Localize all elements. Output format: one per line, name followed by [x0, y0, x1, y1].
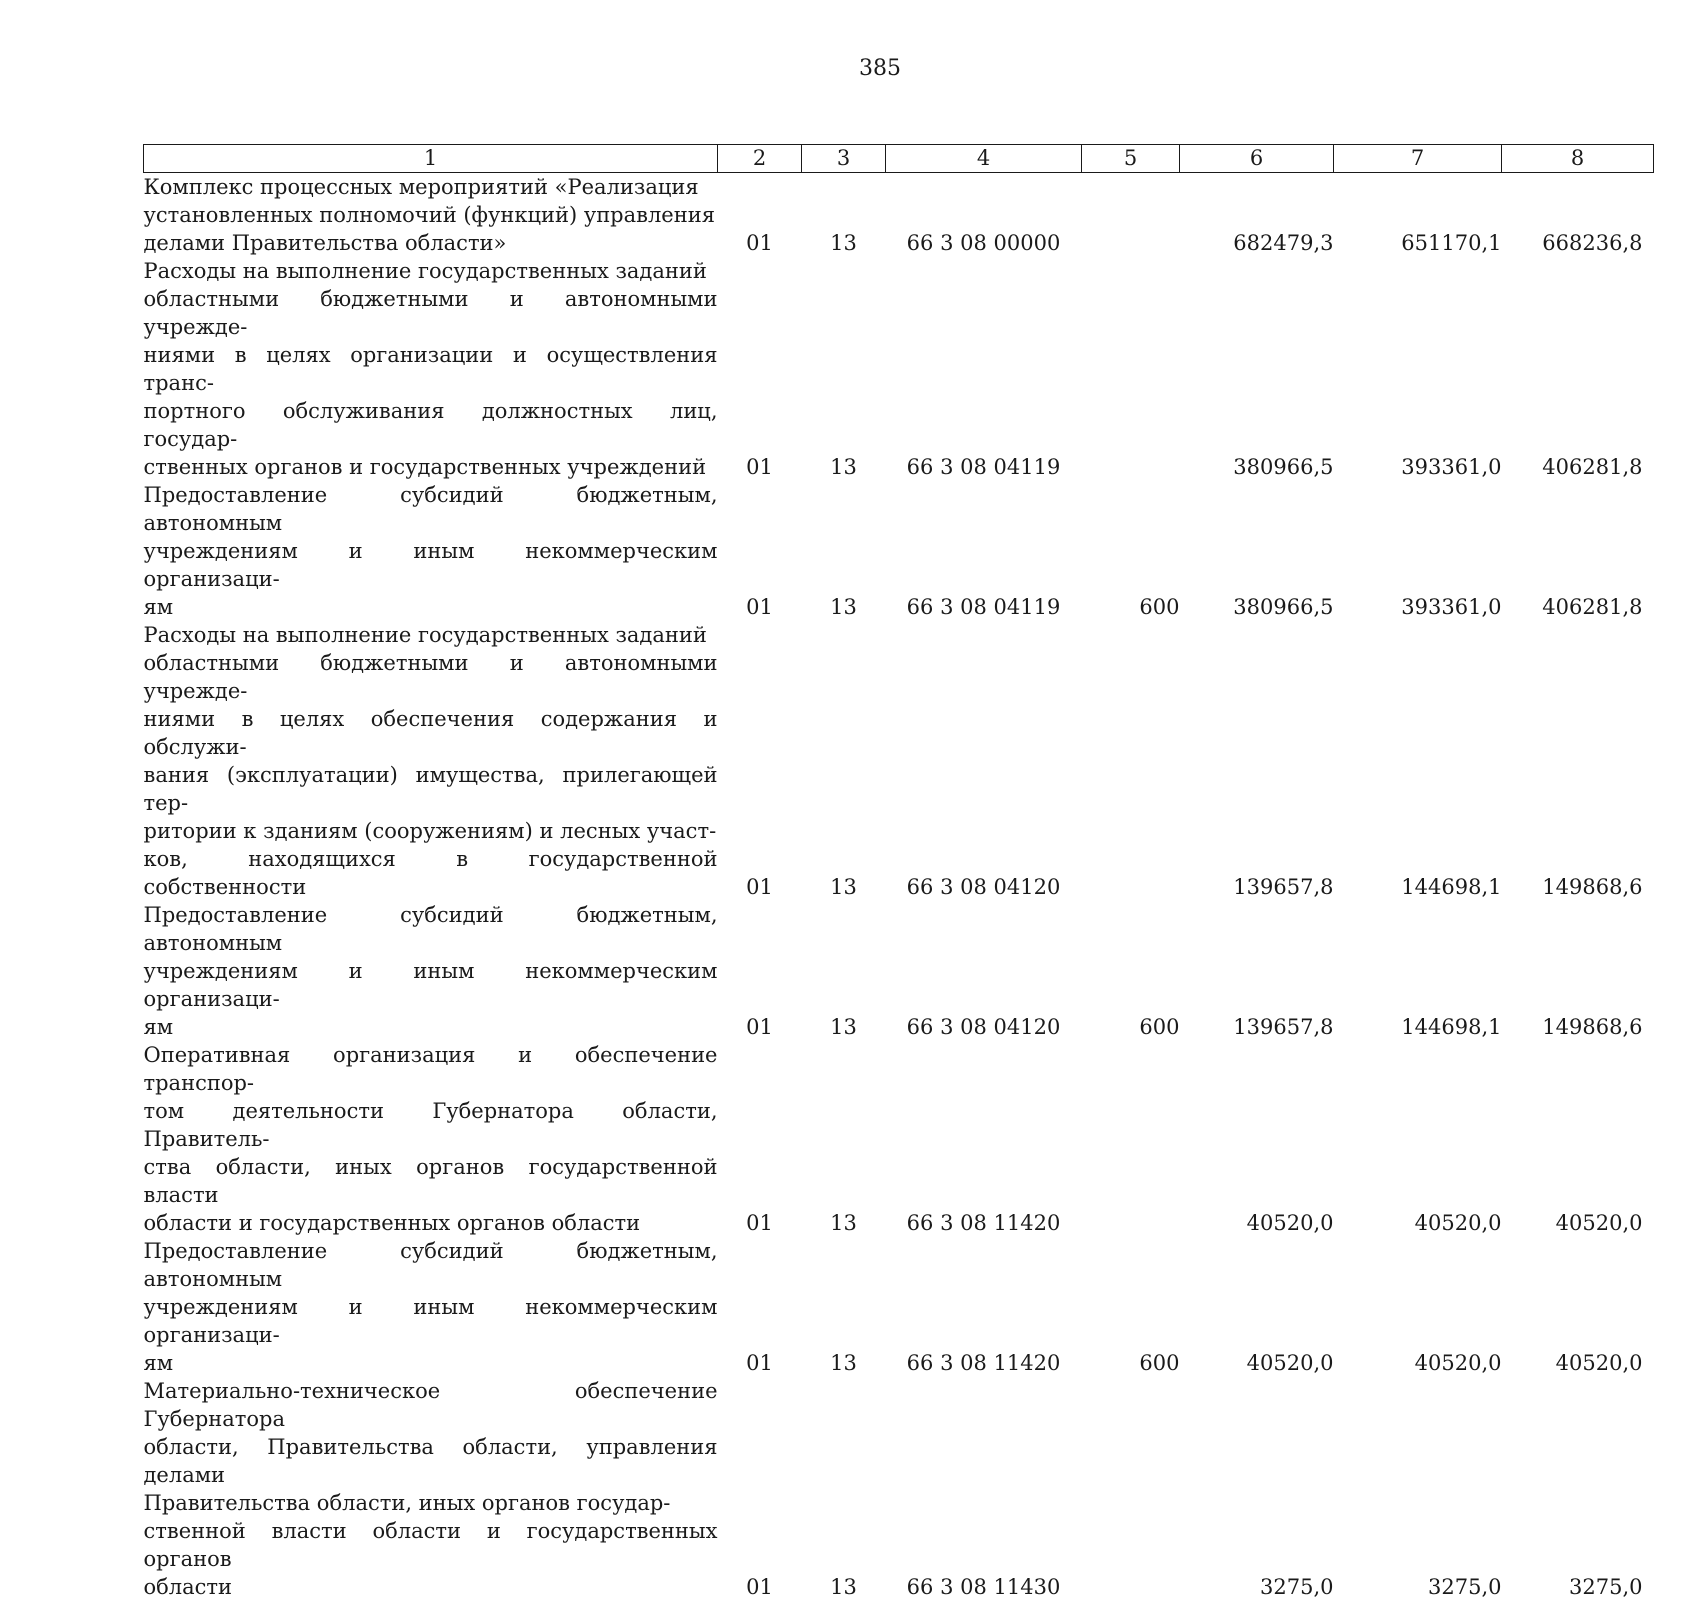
description-line: ственной власти области и государственных органов [144, 1517, 718, 1573]
column-header-3: 3 [802, 145, 886, 173]
description-line: учреждениям и иным некоммерческим организаци- [144, 957, 718, 1013]
subsection-code: 13 [802, 257, 886, 481]
amount-col-8: 406281,8 [1502, 257, 1654, 481]
description-line: ритории к зданиям (сооружениям) и лесных участ- [144, 817, 718, 845]
expense-type-code [1082, 257, 1180, 481]
description-line: Комплекс процессных мероприятий «Реализация [144, 173, 718, 201]
expense-type-code [1082, 1041, 1180, 1237]
target-article-code: 66 3 08 04119 [886, 257, 1082, 481]
target-article-code: 66 3 08 04120 [886, 901, 1082, 1041]
description-line: Расходы на выполнение государственных заданий [144, 257, 718, 285]
column-number-header-row [144, 145, 1654, 173]
amount-col-7: 393361,0 [1334, 257, 1502, 481]
amount-col-7: 40520,0 [1334, 1237, 1502, 1377]
expense-type-code: 600 [1082, 481, 1180, 621]
expense-type-code [1082, 1377, 1180, 1601]
amount-col-7: 40520,0 [1334, 1041, 1502, 1237]
column-header-5: 5 [1082, 145, 1180, 173]
section-code: 01 [718, 1041, 802, 1237]
target-article-code: 66 3 08 04119 [886, 481, 1082, 621]
amount-col-6: 139657,8 [1180, 901, 1334, 1041]
amount-col-8: 3275,0 [1502, 1377, 1654, 1601]
description-line: ям [144, 1349, 718, 1377]
table-row [144, 901, 1654, 1041]
description-line: ниями в целях организации и осуществления транс- [144, 341, 718, 397]
description-line: вания (эксплуатации) имущества, прилегающей тер- [144, 761, 718, 817]
subsection-code: 13 [802, 1377, 886, 1601]
table-row [144, 1041, 1654, 1237]
description-line: учреждениям и иным некоммерческим организаци- [144, 1293, 718, 1349]
expense-type-code [1082, 621, 1180, 901]
amount-col-6: 40520,0 [1180, 1041, 1334, 1237]
table-row [144, 481, 1654, 621]
description-line: областными бюджетными и автономными учрежде- [144, 649, 718, 705]
table-row [144, 257, 1654, 481]
amount-col-6: 380966,5 [1180, 257, 1334, 481]
description-line: области и государственных органов области [144, 1209, 718, 1237]
subsection-code: 13 [802, 481, 886, 621]
description-line: портного обслуживания должностных лиц, государ- [144, 397, 718, 453]
section-code: 01 [718, 621, 802, 901]
target-article-code: 66 3 08 11430 [886, 1377, 1082, 1601]
amount-col-8: 406281,8 [1502, 481, 1654, 621]
row-description [144, 173, 718, 258]
amount-col-7: 144698,1 [1334, 621, 1502, 901]
section-code: 01 [718, 257, 802, 481]
column-header-7: 7 [1334, 145, 1502, 173]
target-article-code: 66 3 08 04120 [886, 621, 1082, 901]
column-header-6: 6 [1180, 145, 1334, 173]
description-line: ниями в целях обеспечения содержания и обслужи- [144, 705, 718, 761]
target-article-code: 66 3 08 00000 [886, 173, 1082, 258]
description-line: Материально-техническое обеспечение Губернатора [144, 1377, 718, 1433]
subsection-code: 13 [802, 621, 886, 901]
row-description [144, 1041, 718, 1237]
description-line: учреждениям и иным некоммерческим организаци- [144, 537, 718, 593]
section-code: 01 [718, 1237, 802, 1377]
column-header-1: 1 [144, 145, 718, 173]
expense-type-code: 600 [1082, 1237, 1180, 1377]
row-description [144, 901, 718, 1041]
amount-col-6: 380966,5 [1180, 481, 1334, 621]
amount-col-7: 393361,0 [1334, 481, 1502, 621]
description-line: ства области, иных органов государственной власти [144, 1153, 718, 1209]
description-line: Предоставление субсидий бюджетным, автономным [144, 1237, 718, 1293]
description-line: области, Правительства области, управления делами [144, 1433, 718, 1489]
table-row [144, 173, 1654, 258]
amount-col-8: 40520,0 [1502, 1237, 1654, 1377]
table-row [144, 621, 1654, 901]
description-line: Правительства области, иных органов государ- [144, 1489, 718, 1517]
target-article-code: 66 3 08 11420 [886, 1237, 1082, 1377]
table-body [144, 173, 1654, 1601]
description-line: ям [144, 1013, 718, 1041]
description-line: области [144, 1573, 718, 1601]
subsection-code: 13 [802, 901, 886, 1041]
row-description [144, 1237, 718, 1377]
description-line: установленных полномочий (функций) управления [144, 201, 718, 229]
target-article-code: 66 3 08 11420 [886, 1041, 1082, 1237]
row-description [144, 481, 718, 621]
amount-col-8: 668236,8 [1502, 173, 1654, 258]
section-code: 01 [718, 901, 802, 1041]
section-code: 01 [718, 1377, 802, 1601]
description-line: ям [144, 593, 718, 621]
amount-col-6: 682479,3 [1180, 173, 1334, 258]
page-number: 385 [0, 56, 1697, 81]
amount-col-8: 149868,6 [1502, 901, 1654, 1041]
column-header-2: 2 [718, 145, 802, 173]
amount-col-7: 3275,0 [1334, 1377, 1502, 1601]
column-header-8: 8 [1502, 145, 1654, 173]
description-line: ков, находящихся в государственной собственности [144, 845, 718, 901]
description-line: Расходы на выполнение государственных заданий [144, 621, 718, 649]
subsection-code: 13 [802, 1041, 886, 1237]
amount-col-6: 139657,8 [1180, 621, 1334, 901]
amount-col-7: 651170,1 [1334, 173, 1502, 258]
expense-type-code: 600 [1082, 901, 1180, 1041]
description-line: областными бюджетными и автономными учрежде- [144, 285, 718, 341]
description-line: ственных органов и государственных учреждений [144, 453, 718, 481]
description-line: том деятельности Губернатора области, Правитель- [144, 1097, 718, 1153]
row-description [144, 1377, 718, 1601]
budget-table [143, 144, 1654, 1601]
table-row [144, 1377, 1654, 1601]
subsection-code: 13 [802, 173, 886, 258]
column-header-4: 4 [886, 145, 1082, 173]
description-line: Предоставление субсидий бюджетным, автономным [144, 901, 718, 957]
description-line: Оперативная организация и обеспечение транспор- [144, 1041, 718, 1097]
row-description [144, 257, 718, 481]
amount-col-8: 40520,0 [1502, 1041, 1654, 1237]
amount-col-6: 40520,0 [1180, 1237, 1334, 1377]
section-code: 01 [718, 173, 802, 258]
amount-col-6: 3275,0 [1180, 1377, 1334, 1601]
section-code: 01 [718, 481, 802, 621]
expense-type-code [1082, 173, 1180, 258]
amount-col-7: 144698,1 [1334, 901, 1502, 1041]
table-row [144, 1237, 1654, 1377]
row-description [144, 621, 718, 901]
description-line: Предоставление субсидий бюджетным, автономным [144, 481, 718, 537]
subsection-code: 13 [802, 1237, 886, 1377]
description-line: делами Правительства области» [144, 229, 718, 257]
amount-col-8: 149868,6 [1502, 621, 1654, 901]
